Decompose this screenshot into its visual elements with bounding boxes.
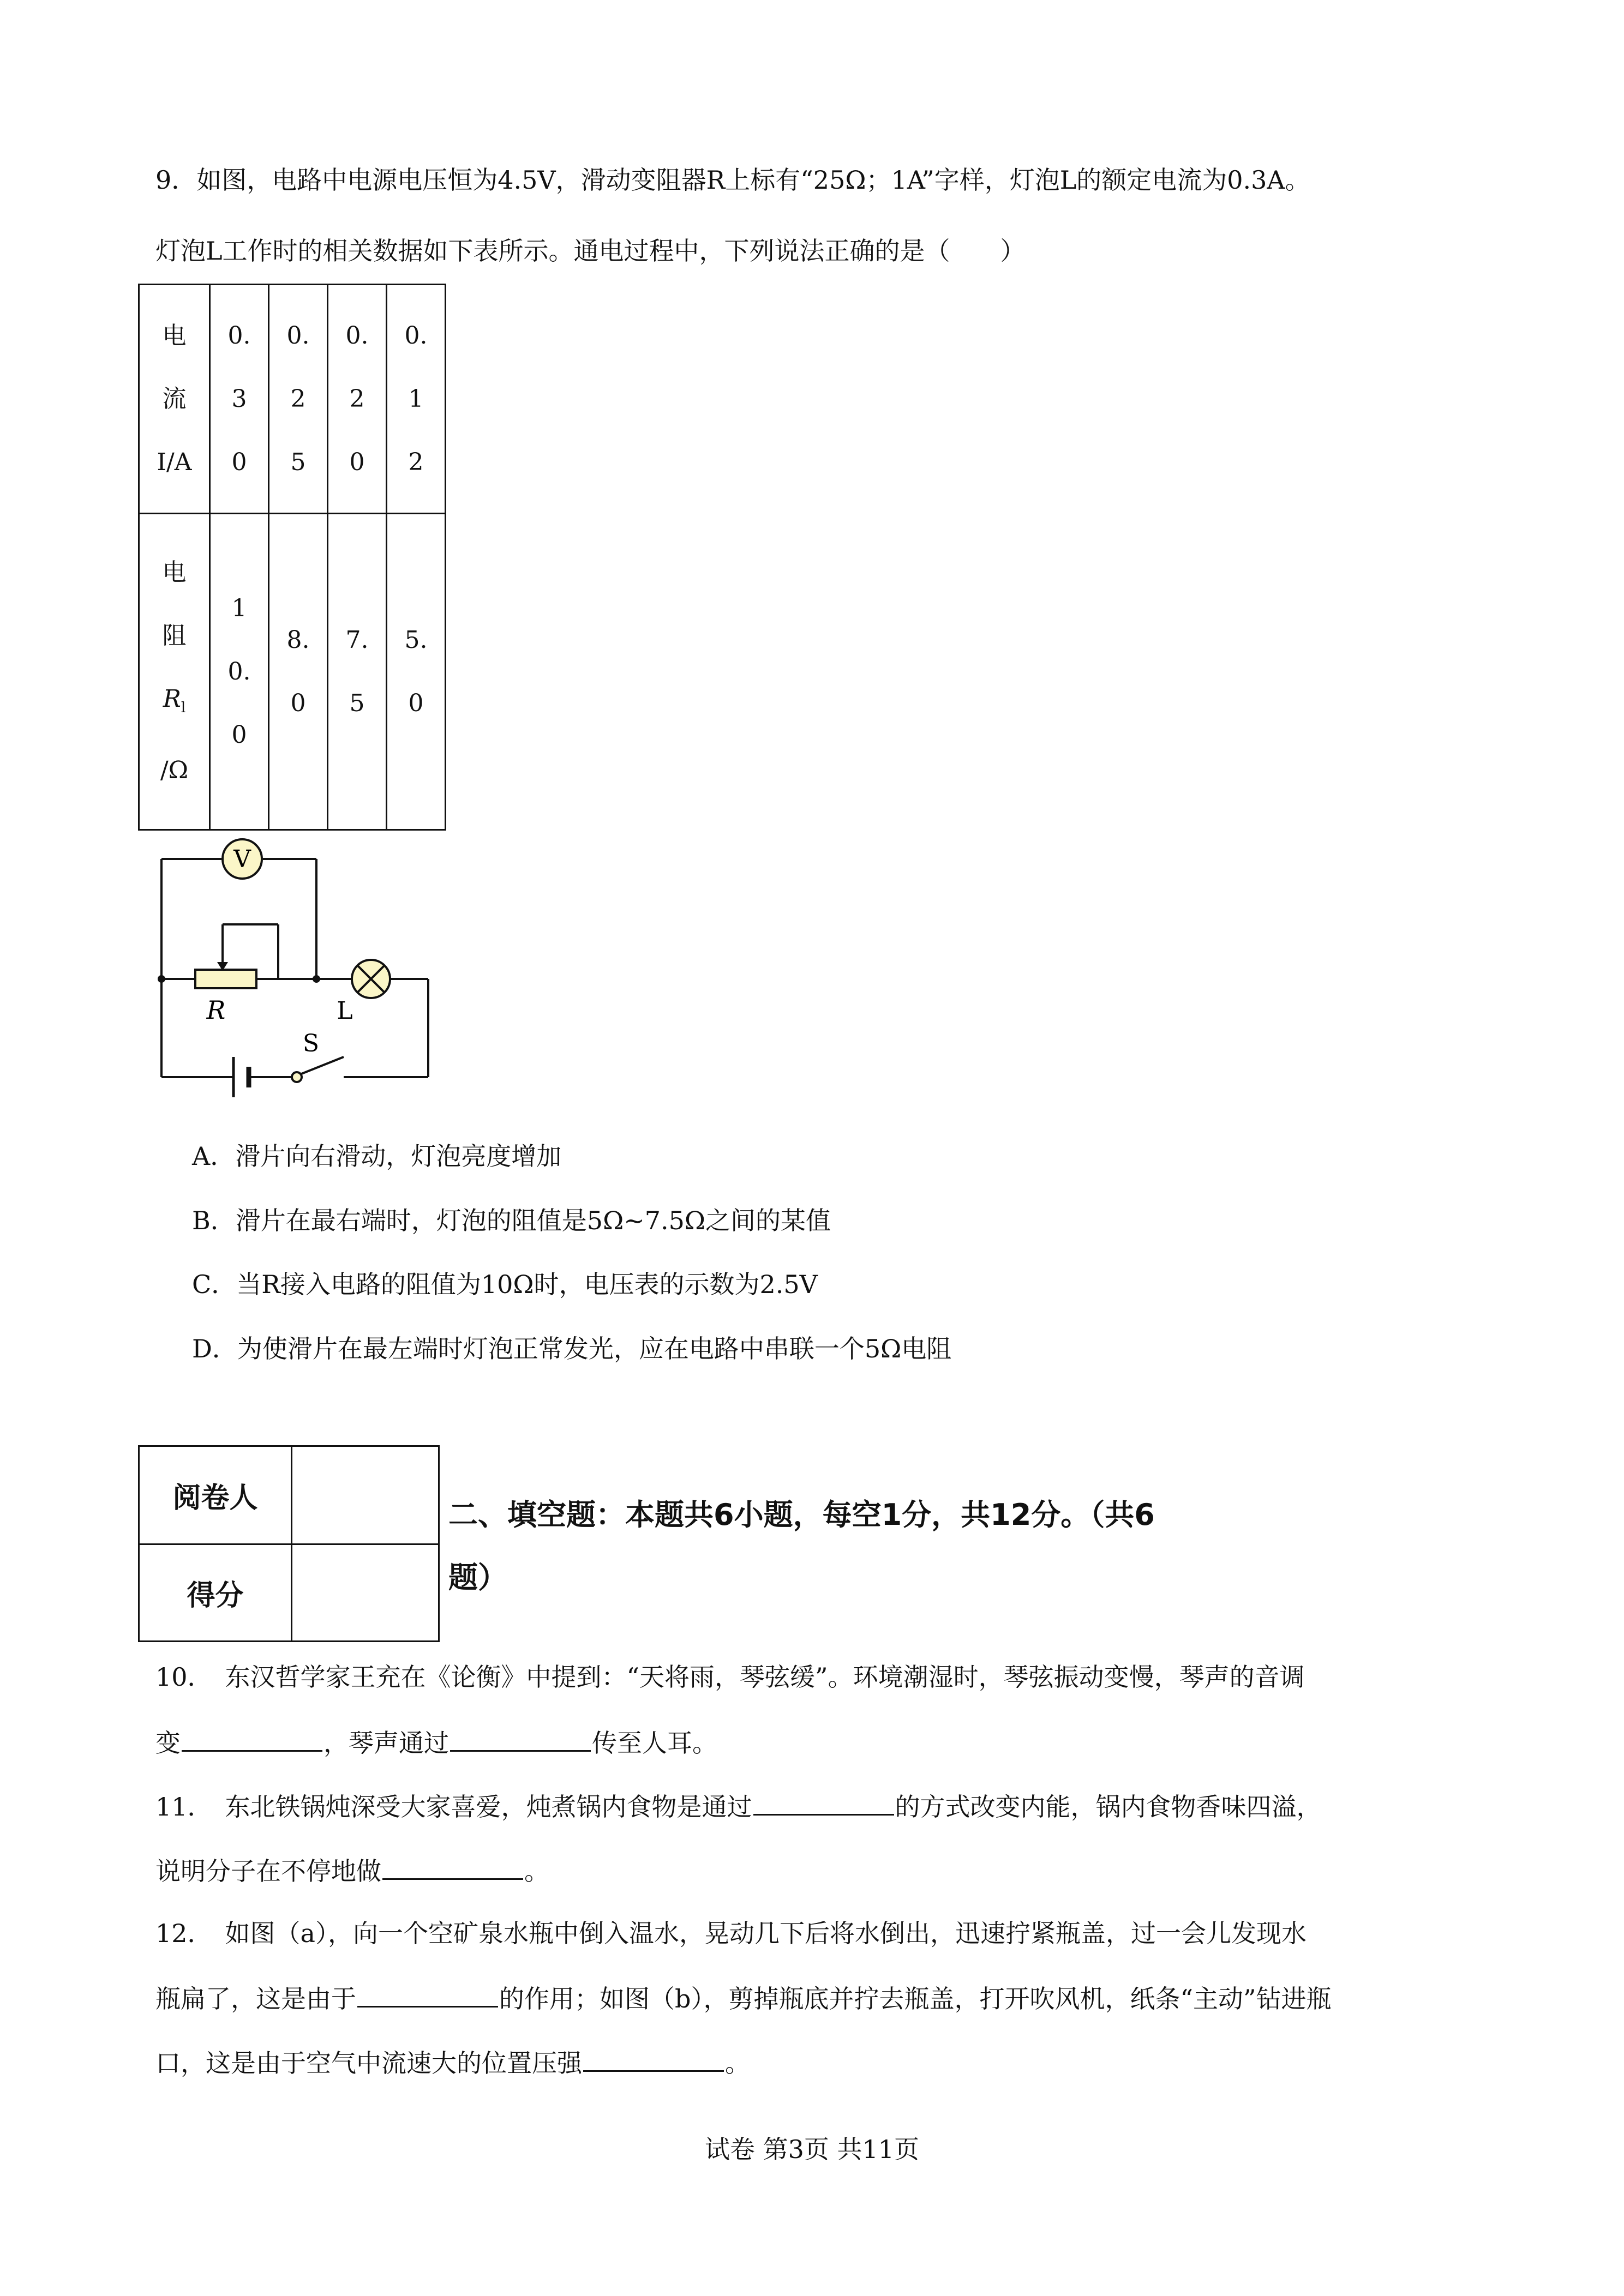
q11-line2: 说明分子在不停地做 。	[155, 1853, 549, 1888]
q9-option-b: B．滑片在最右端时，灯泡的阻值是5Ω~7.5Ω之间的某值	[192, 1206, 831, 1235]
lamp-label: L	[337, 997, 353, 1025]
q12-blank-1[interactable]	[357, 1981, 498, 2008]
q12-line1: 12． 如图（a），向一个空矿泉水瓶中倒入温水，晃动几下后将水倒出，迅速拧紧瓶盖，过一会儿发现水	[155, 1919, 1307, 1948]
score-box	[138, 1445, 440, 1642]
current-cell-4: 0. 1 2	[387, 285, 446, 514]
resistance-cell-3: 7. 5	[328, 514, 387, 830]
rheostat-icon	[195, 970, 256, 988]
q11-blank-1[interactable]	[753, 1789, 894, 1816]
resistance-header-cell: 电 阻 $R_l$ /Ω	[139, 514, 210, 830]
q9-number: 9．	[155, 165, 197, 195]
q10-blank-2[interactable]	[450, 1725, 591, 1752]
voltmeter-label: V	[233, 845, 251, 873]
q11-line1: 11． 东北铁锅炖深受大家喜爱，炖煮锅内食物是通过 的方式改变内能，锅内食物香味四溢，	[155, 1789, 1322, 1823]
q9-stem-1: 如图，电路中电源电压恒为4.5V，滑动变阻器R上标有“25Ω；1A”字样，灯泡L的额定电流为0.3A。	[196, 165, 1310, 195]
rheostat-label: R	[206, 995, 226, 1025]
current-cell-2: 0. 2 5	[269, 285, 328, 514]
switch-icon	[292, 1072, 302, 1082]
lamp-data-table	[138, 284, 446, 831]
reviewer-field[interactable]	[292, 1446, 439, 1544]
current-cell-1: 0. 3 0	[210, 285, 269, 514]
q11-blank-2[interactable]	[382, 1853, 523, 1880]
page-footer: 试卷 第3页 共11页	[704, 2135, 920, 2164]
resistance-cell-2: 8. 0	[269, 514, 328, 830]
reviewer-label: 阅卷人	[139, 1446, 292, 1544]
score-label: 得分	[139, 1544, 292, 1642]
resistance-cell-4: 5. 0	[387, 514, 446, 830]
resistance-cell-1: 1 0. 0	[210, 514, 269, 830]
q9-option-d: D．为使滑片在最左端时灯泡正常发光，应在电路中串联一个5Ω电阻	[192, 1334, 952, 1363]
q12-blank-2[interactable]	[583, 2045, 724, 2072]
q9-option-c: C．当R接入电路的阻值为10Ω时，电压表的示数为2.5V	[192, 1270, 818, 1299]
current-header-cell: 电 流 I/A	[139, 285, 210, 514]
current-cell-3: 0. 2 0	[328, 285, 387, 514]
q12-line3: 口，这是由于空气中流速大的位置压强 。	[155, 2045, 750, 2079]
section2-heading-1: 二、填空题：本题共6小题，每空1分，共12分。（共6	[448, 1498, 1155, 1532]
q12-line2: 瓶扁了，这是由于 的作用；如图（b），剪掉瓶底并拧去瓶盖，打开吹风机，纸条“主动”钻进瓶	[155, 1981, 1331, 2015]
table-row-resistance	[139, 514, 446, 830]
score-field[interactable]	[292, 1544, 439, 1642]
table-row-current	[139, 285, 446, 514]
section2-heading-2: 题）	[448, 1560, 507, 1595]
circuit-diagram	[142, 829, 447, 1107]
q10-line2: 变 ，琴声通过 传至人耳。	[155, 1725, 717, 1759]
q10-blank-1[interactable]	[182, 1725, 322, 1752]
switch-label: S	[302, 1030, 320, 1057]
q9-option-a: A．滑片向右滑动，灯泡亮度增加	[192, 1141, 562, 1171]
q10-line1: 10． 东汉哲学家王充在《论衡》中提到：“天将雨，琴弦缓”。环境潮湿时，琴弦振动变慢，琴声的音调	[155, 1662, 1305, 1692]
q9-line2: 灯泡L工作时的相关数据如下表所示。通电过程中，下列说法正确的是（ ）	[155, 236, 1026, 266]
q9-line1	[155, 164, 1310, 196]
resistance-symbol: $R_l$	[163, 684, 186, 716]
